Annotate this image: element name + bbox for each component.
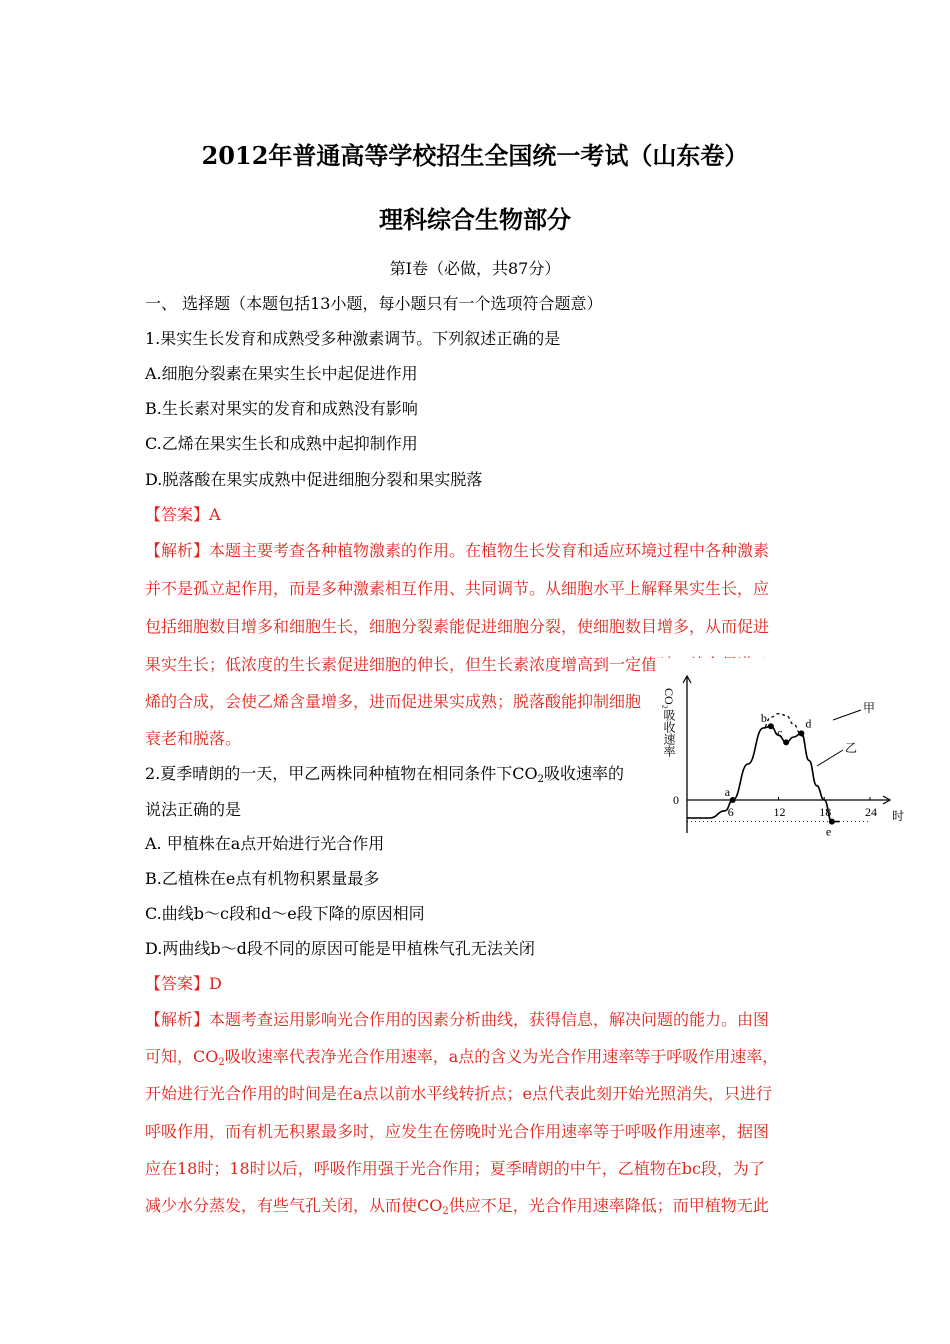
x-tick-label-12: 12 [773,805,786,819]
series-line-jia [687,714,840,822]
q1-answer: 【答案】A [145,505,221,524]
point-label-c: c [777,725,783,740]
q1-option-c: C.乙烯在果实生长和成熟中起抑制作用 [145,434,418,453]
point-d [798,730,804,736]
q2-analysis-4-a: 呼吸作用，而有机无积累最多时，应发生在傍晚时光合作用速率等于呼吸作用速率，据图 [145,1122,770,1141]
point-b [768,723,774,729]
q1-stem: 1.果实生长发育和成熟受多种激素调节。下列叙述正确的是 [145,329,561,348]
q2-analysis-line-1 [145,1007,769,1030]
point-label-b: b [760,711,767,726]
x-tick-label-0: 0 [673,793,679,807]
q2-stem [145,761,624,785]
q2-option-a: A. 甲植株在a点开始进行光合作用 [145,834,385,853]
q2-option-d: D.两曲线b～d段不同的原因可能是甲植株气孔无法关闭 [145,939,535,958]
q2-analysis-6-sub: 2 [442,1206,449,1217]
q2-option-c: C.曲线b～c段和d～e段下降的原因相同 [145,904,425,923]
q2-analysis-2-b: 吸收速率代表净光合作用速率，a点的含义为光合作用速率等于呼吸作用速率， [224,1047,779,1066]
document-title: 2012年普通高等学校招生全国统一考试（山东卷） [201,141,749,170]
y-axis-label: CO₂吸收速率 [662,688,676,757]
point-label-e: e [825,824,832,839]
part-heading: 一、 选择题（本题包括13小题，每小题只有一个选项符合题意） [145,294,603,313]
legend-jia: 甲 [863,701,876,715]
q2-analysis-line-2 [145,1044,778,1068]
q2-analysis-6-b: 供应不足，光合作用速率降低；而甲植物无此 [448,1196,769,1215]
q2-analysis-5-a: 应在18时；18时以后，呼吸作用强于光合作用；夏季晴朗的中午，乙植物在bc段，为了 [145,1159,765,1178]
co2-absorption-chart [655,658,905,840]
q2-stem-line-2: 说法正确的是 [145,800,242,819]
q2-analysis-2-sub: 2 [218,1057,225,1068]
q2-analysis-line-5 [145,1156,765,1179]
x-tick-label-24: 24 [865,805,877,819]
q1-analysis-line-1: 【解析】本题主要考查各种植物激素的作用。在植物生长发育和适应环境过程中各种激素 [145,541,770,560]
point-a [730,797,736,803]
x-axis-label: 时 [892,809,905,823]
q2-option-b: B.乙植株在e点有机物积累量最多 [145,869,380,888]
q2-analysis-6-a: 减少水分蒸发，有些气孔关闭，从而使CO [145,1196,443,1215]
q2-analysis-1-a: 【解析】本题考查运用影响光合作用的因素分析曲线，获得信息，解决问题的能力。由图 [145,1010,770,1029]
q2-analysis-2-a: 可知，CO [145,1047,219,1066]
q2-analysis-line-3 [145,1081,772,1104]
point-label-a: a [724,785,731,799]
document-subtitle: 理科综合生物部分 [379,205,571,234]
q2-answer: 【答案】D [145,974,222,993]
q2-stem-part-a: 2.夏季晴朗的一天，甲乙两株同种植物在相同条件下CO [145,764,538,783]
x-tick-label-18: 18 [819,805,832,819]
series-line-yi [687,726,840,821]
x-tick-label-6: 6 [727,805,734,819]
legend-jia-leader [833,710,861,720]
q1-analysis-line-4: 果实生长；低浓度的生长素促进细胞的伸长，但生长素浓度增高到一定值时，就会促进乙 [145,655,770,674]
point-c [783,739,789,745]
q1-analysis-line-5: 烯的合成，会使乙烯含量增多，进而促进果实成熟；脱落酸能抑制细胞 [145,692,642,711]
q2-analysis-line-6 [145,1193,769,1217]
q1-option-d: D.脱落酸在果实成熟中促进细胞分裂和果实脱落 [145,470,483,489]
legend-yi-leader [817,750,843,766]
section-heading: 第Ⅰ卷（必做，共87分） [389,259,561,278]
q1-analysis-line-6: 衰老和脱落。 [145,729,242,748]
q1-option-b: B.生长素对果实的发育和成熟没有影响 [145,399,418,418]
q2-stem-part-b: 吸收速率的 [544,764,625,783]
q2-analysis-3-a: 开始进行光合作用的时间是在a点以前水平线转折点；e点代表此刻开始光照消失，只进行 [145,1084,773,1103]
q1-analysis-line-3: 包括细胞数目增多和细胞生长，细胞分裂素能促进细胞分裂，使细胞数目增多，从而促进 [145,617,770,636]
q1-analysis-line-2: 并不是孤立起作用，而是多种激素相互作用、共同调节。从细胞水平上解释果实生长，应 [145,579,770,598]
legend-yi: 乙 [845,741,858,755]
point-label-d: d [805,716,812,731]
q2-stem-subscript: 2 [537,774,545,785]
q2-analysis-line-4 [145,1119,769,1142]
q1-option-a: A.细胞分裂素在果实生长中起促进作用 [145,364,418,383]
